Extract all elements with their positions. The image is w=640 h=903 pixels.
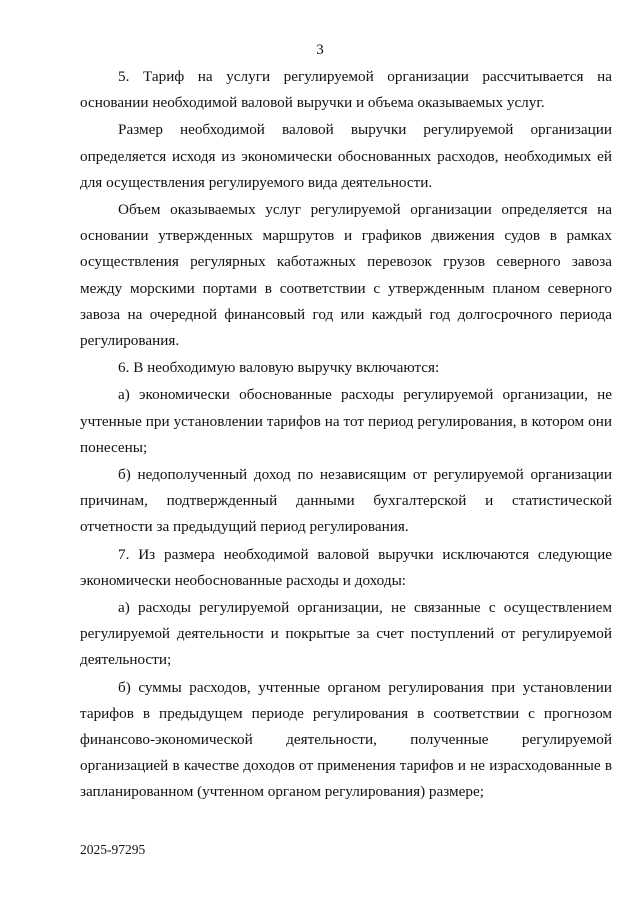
page-number: 3 (316, 42, 324, 58)
paragraph-6a: а) экономически обоснованные расходы регулируемой организации, не учтенные при установлении тарифов на тот период регулирования, в котором они понесены; (80, 386, 612, 456)
paragraph-revenue-size: Размер необходимой валовой выручки регулируемой организации определяется исходя из экономически обоснованных расходов, необходимых ей для осуществления регулируемого вида деятельности. (80, 121, 612, 191)
paragraph-7b: б) суммы расходов, учтенные органом регулирования при установлении тарифов в предыдущем периоде регулирования в соответствии с прогнозом финансово-экономической деятельности, полученные регулируемой организацией в качестве доходов от применения тарифов и не израсходованные в запланированном (учтенном органом регулирования) размере; (80, 678, 612, 801)
paragraph-6: 6. В необходимую валовую выручку включаются: (118, 359, 440, 377)
document-body (80, 64, 612, 807)
paragraph-6b: б) недополученный доход по независящим от регулируемой организации причинам, подтвержденный данными бухгалтерской и статистической отчетности за предыдущий период регулирования. (80, 466, 612, 536)
paragraph-5: 5. Тариф на услуги регулируемой организации рассчитывается на основании необходимой валовой выручки и объема оказываемых услуг. (80, 68, 612, 112)
paragraph-7: 7. Из размера необходимой валовой выручки исключаются следующие экономически необоснованные расходы и доходы: (80, 545, 612, 589)
document-code: 2025-97295 (80, 842, 146, 857)
paragraph-services-volume: Объем оказываемых услуг регулируемой организации определяется на основании утвержденных маршрутов и графиков движения судов в рамках осуществления регулярных каботажных перевозок грузов северного завоза между морскими портами в соответствии с утвержденным планом северного завоза на очередной финансовый год или каждый год долгосрочного периода регулирования. (80, 201, 612, 350)
paragraph-7a: а) расходы регулируемой организации, не связанные с осуществлением регулируемой деятельности и покрытые за счет поступлений от регулируемой деятельности; (80, 599, 612, 669)
